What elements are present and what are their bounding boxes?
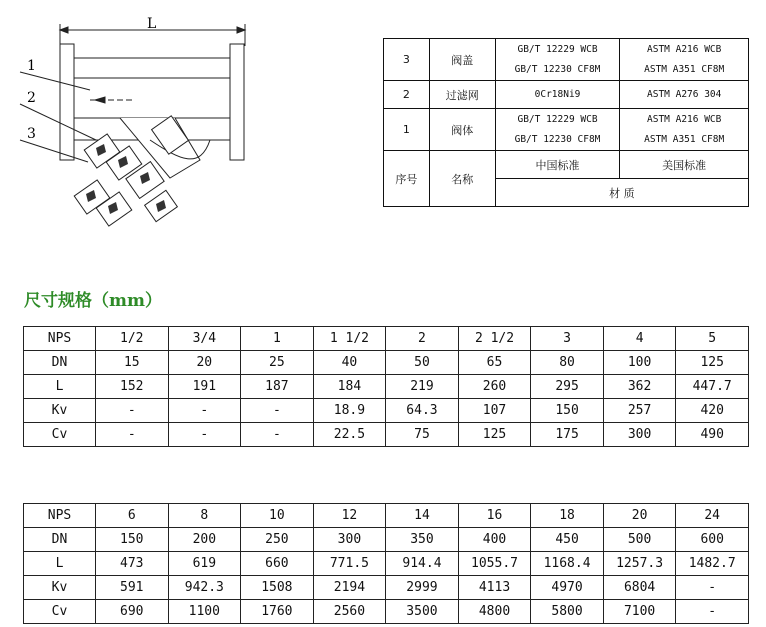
spec-cell: 191 (168, 375, 241, 399)
spec-cell: 600 (676, 528, 749, 552)
spec-cell: 1/2 (96, 327, 169, 351)
spec-cell: 250 (241, 528, 314, 552)
header-material: 材 质 (495, 179, 748, 207)
spec-cell: 20 (603, 504, 676, 528)
spec-cell: 591 (96, 576, 169, 600)
spec-cell: 2 1/2 (458, 327, 531, 351)
row-label: DN (24, 528, 96, 552)
spec-cell: 6 (96, 504, 169, 528)
spec-cell: 350 (386, 528, 459, 552)
spec-cell: 65 (458, 351, 531, 375)
spec-row-kv (24, 399, 749, 423)
spec-cell: 14 (386, 504, 459, 528)
spec-cell: - (676, 576, 749, 600)
spec-cell: 1760 (241, 600, 314, 624)
spec-cell: 12 (313, 504, 386, 528)
spec-cell: - (96, 423, 169, 447)
spec-cell: 20 (168, 351, 241, 375)
header-us-standard: 美国标准 (620, 151, 749, 179)
spec-cell: - (241, 399, 314, 423)
row-label: NPS (24, 504, 96, 528)
spec-cell: 4113 (458, 576, 531, 600)
spec-title: 尺寸规格（mm） (24, 291, 162, 311)
spec-cell: 4 (603, 327, 676, 351)
spec-row-cv (24, 600, 749, 624)
spec-cell: 18.9 (313, 399, 386, 423)
material-name: 阀盖 (429, 39, 495, 81)
spec-cell: 3500 (386, 600, 459, 624)
spec-cell: 1482.7 (676, 552, 749, 576)
material-cn: GB/T 12229 WCB (517, 43, 598, 55)
spec-cell: 2560 (313, 600, 386, 624)
material-row (384, 81, 749, 109)
spec-row-cv (24, 423, 749, 447)
spec-cell: 450 (531, 528, 604, 552)
spec-cell: 10 (241, 504, 314, 528)
material-cn: GB/T 12229 WCB (517, 113, 598, 125)
spec-cell: 40 (313, 351, 386, 375)
spec-cell: 2194 (313, 576, 386, 600)
material-us: ASTM A276 304 (647, 88, 722, 100)
spec-cell: 400 (458, 528, 531, 552)
spec-cell: 771.5 (313, 552, 386, 576)
material-table (383, 38, 749, 207)
material-cn: GB/T 12230 CF8M (514, 133, 601, 145)
spec-cell: 5800 (531, 600, 604, 624)
spec-cell: 660 (241, 552, 314, 576)
spec-cell: 152 (96, 375, 169, 399)
spec-cell: 6804 (603, 576, 676, 600)
callout-1: 1 (27, 58, 36, 74)
spec-cell: 4800 (458, 600, 531, 624)
spec-row-nps (24, 327, 749, 351)
material-header-row (384, 151, 749, 179)
spec-cell: 300 (603, 423, 676, 447)
header-cn-standard: 中国标准 (495, 151, 620, 179)
spec-cell: 125 (458, 423, 531, 447)
material-no: 1 (384, 109, 430, 151)
spec-cell: 2999 (386, 576, 459, 600)
y-strainer-drawing (0, 0, 380, 240)
material-name: 过滤网 (429, 81, 495, 109)
spec-cell: 187 (241, 375, 314, 399)
spec-cell: 1168.4 (531, 552, 604, 576)
spec-cell: 1055.7 (458, 552, 531, 576)
row-label: Cv (24, 600, 96, 624)
spec-cell: 490 (676, 423, 749, 447)
spec-cell: 50 (386, 351, 459, 375)
material-name: 阀体 (429, 109, 495, 151)
spec-cell: 18 (531, 504, 604, 528)
header-name: 名称 (429, 151, 495, 207)
row-label: Kv (24, 576, 96, 600)
spec-cell: 5 (676, 327, 749, 351)
row-label: L (24, 375, 96, 399)
row-label: DN (24, 351, 96, 375)
material-us: ASTM A351 CF8M (644, 133, 725, 145)
spec-cell: 107 (458, 399, 531, 423)
spec-cell: 219 (386, 375, 459, 399)
material-us: ASTM A216 WCB (647, 113, 722, 125)
header-no: 序号 (384, 151, 430, 207)
row-label: L (24, 552, 96, 576)
spec-row-dn (24, 528, 749, 552)
spec-row-kv (24, 576, 749, 600)
spec-cell: - (168, 423, 241, 447)
material-cn: 0Cr18Ni9 (534, 88, 581, 100)
spec-row-l (24, 552, 749, 576)
spec-cell: 75 (386, 423, 459, 447)
material-us: ASTM A216 WCB (647, 43, 722, 55)
spec-cell: 473 (96, 552, 169, 576)
spec-cell: 4970 (531, 576, 604, 600)
spec-table-2 (23, 503, 749, 624)
spec-cell: 942.3 (168, 576, 241, 600)
spec-table-1 (23, 326, 749, 447)
spec-cell: 100 (603, 351, 676, 375)
spec-cell: 1 1/2 (313, 327, 386, 351)
spec-cell: 260 (458, 375, 531, 399)
material-no: 3 (384, 39, 430, 81)
spec-row-dn (24, 351, 749, 375)
spec-cell: 7100 (603, 600, 676, 624)
dimension-label: L (147, 16, 157, 32)
spec-cell: 914.4 (386, 552, 459, 576)
spec-cell: 1508 (241, 576, 314, 600)
material-us: ASTM A351 CF8M (644, 63, 725, 75)
spec-cell: - (96, 399, 169, 423)
spec-cell: 16 (458, 504, 531, 528)
spec-cell: 500 (603, 528, 676, 552)
spec-cell: 22.5 (313, 423, 386, 447)
spec-cell: 447.7 (676, 375, 749, 399)
spec-cell: 64.3 (386, 399, 459, 423)
spec-cell: 1 (241, 327, 314, 351)
spec-cell: - (676, 600, 749, 624)
spec-cell: 24 (676, 504, 749, 528)
spec-cell: 8 (168, 504, 241, 528)
row-label: Kv (24, 399, 96, 423)
spec-cell: 200 (168, 528, 241, 552)
material-row (384, 109, 749, 151)
left-flange (60, 44, 74, 160)
spec-cell: 80 (531, 351, 604, 375)
row-label: Cv (24, 423, 96, 447)
spec-cell: 300 (313, 528, 386, 552)
row-label: NPS (24, 327, 96, 351)
spec-cell: 125 (676, 351, 749, 375)
spec-cell: 420 (676, 399, 749, 423)
right-flange (230, 44, 244, 160)
spec-cell: 690 (96, 600, 169, 624)
spec-cell: 257 (603, 399, 676, 423)
callout-2: 2 (27, 90, 36, 106)
callout-3: 3 (27, 126, 36, 142)
spec-cell: 150 (96, 528, 169, 552)
spec-cell: - (241, 423, 314, 447)
spec-cell: 150 (531, 399, 604, 423)
material-no: 2 (384, 81, 430, 109)
spec-cell: 25 (241, 351, 314, 375)
material-cn: GB/T 12230 CF8M (514, 63, 601, 75)
spec-cell: 362 (603, 375, 676, 399)
spec-cell: 295 (531, 375, 604, 399)
spec-cell: 1100 (168, 600, 241, 624)
material-row (384, 39, 749, 81)
spec-cell: - (168, 399, 241, 423)
spec-cell: 15 (96, 351, 169, 375)
spec-cell: 3/4 (168, 327, 241, 351)
spec-row-l (24, 375, 749, 399)
spec-cell: 175 (531, 423, 604, 447)
spec-row-nps (24, 504, 749, 528)
spec-cell: 3 (531, 327, 604, 351)
spec-cell: 2 (386, 327, 459, 351)
spec-cell: 619 (168, 552, 241, 576)
spec-cell: 1257.3 (603, 552, 676, 576)
spec-cell: 184 (313, 375, 386, 399)
